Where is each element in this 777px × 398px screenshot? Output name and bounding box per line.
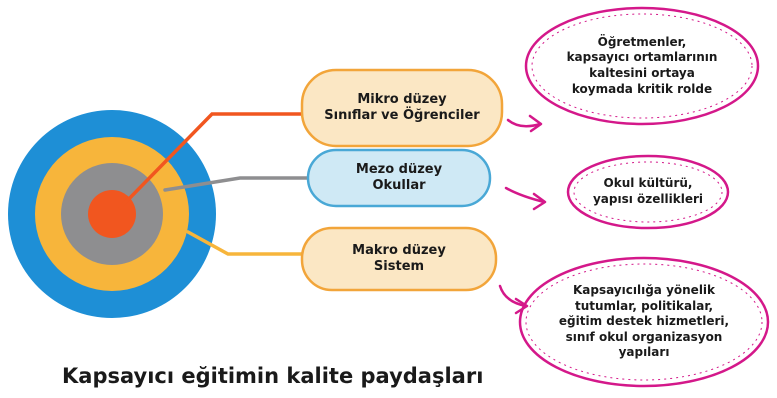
macro-arrow-icon: [500, 286, 527, 313]
micro-note-line: Öğretmenler,: [597, 34, 687, 49]
meso-level-label: [312, 154, 486, 202]
micro-note-line: koymada kritik rolde: [571, 81, 713, 96]
micro-level-label: [306, 74, 498, 142]
macro-level-title: Makro düzey: [352, 242, 446, 258]
meso-note-text: [578, 170, 718, 214]
meso-note-line: Okul kültürü,: [603, 176, 693, 191]
meso-arrow-icon: [506, 188, 545, 209]
micro-note-line: kaltesini ortaya: [589, 66, 695, 80]
micro-arrow-icon: [508, 116, 541, 131]
micro-note-line: kapsayıcı ortamlarının: [566, 50, 718, 65]
macro-note-line: yapıları: [618, 345, 670, 360]
macro-level-label: [306, 232, 492, 286]
meso-level-title: Mezo düzey: [355, 161, 443, 177]
macro-note-line: sınıf okul organizasyon: [565, 329, 723, 344]
meso-note-line: yapısı özellikleri: [592, 192, 704, 206]
macro-note-line: Kapsayıcılığa yönelik: [572, 283, 716, 298]
macro-level-subtitle: Sistem: [373, 259, 425, 274]
macro-note-line: eğitim destek hizmetleri,: [558, 314, 730, 329]
macro-note-line: tutumlar, politikalar,: [574, 298, 714, 313]
micro-note-text: [540, 18, 744, 114]
diagram-caption: Kapsayıcı eğitimin kalite paydaşları: [62, 364, 484, 388]
micro-level-subtitle: Sınıflar ve Öğrenciler: [324, 108, 480, 123]
meso-level-subtitle: Okullar: [372, 178, 426, 193]
macro-note-text: [532, 268, 756, 376]
micro-level-title: Mikro düzey: [357, 91, 447, 107]
